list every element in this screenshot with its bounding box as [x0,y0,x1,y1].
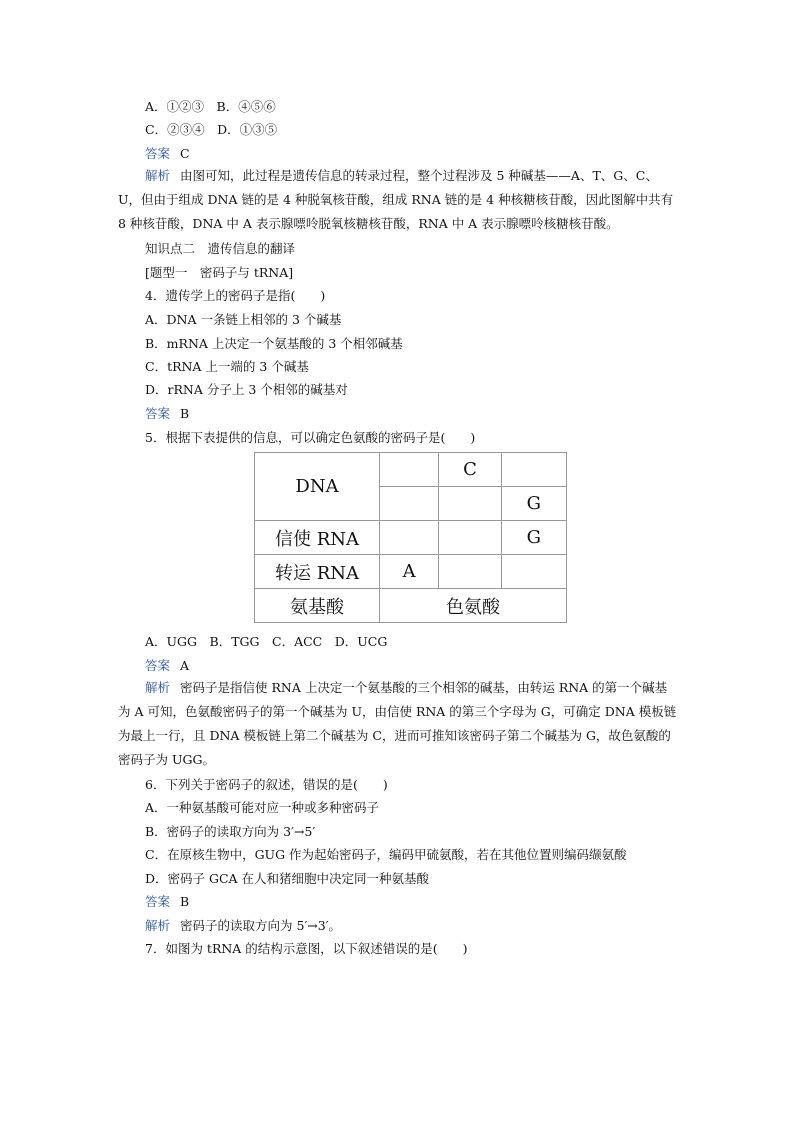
row-label-mrna: 信使 RNA [255,521,380,555]
q6-option-c: C．在原核生物中，GUG 作为起始密码子，编码甲硫氨酸，若在其他位置则编码缬氨酸 [145,847,627,862]
answer-value: A [180,658,190,673]
cell: C [439,453,502,487]
cell [501,555,566,589]
q6-stem: 6．下列关于密码子的叙述，错误的是( ) [145,777,388,792]
answer-label: 答案 [145,146,171,161]
q3-answer [145,146,190,162]
q6-option-d: D．密码子 GCA 在人和猪细胞中决定同一种氨基酸 [145,871,430,886]
q6-option-b: B．密码子的读取方向为 3′→5′ [145,824,316,839]
q3-options-cd: C．②③④ D．①③⑤ [145,122,278,137]
answer-value: C [180,146,190,161]
q6-option-a: A．一种氨基酸可能对应一种或多种密码子 [145,800,380,815]
question-type-heading: [题型一 密码子与 tRNA] [145,265,294,280]
explain-text: 密码子的读取方向为 5′→3′。 [180,918,342,933]
q5-options: A．UGG B．TGG C．ACC D．UCG [145,634,388,649]
knowledge-point-heading: 知识点二 遗传信息的翻译 [145,241,296,256]
q6-explanation [145,918,341,934]
q4-option-b: B．mRNA 上决定一个氨基酸的 3 个相邻碱基 [145,336,403,351]
explain-label: 解析 [145,168,171,183]
cell [439,521,502,555]
cell: A [380,555,439,589]
cell: G [501,487,566,521]
cell [380,453,439,487]
row-label-amino-acid: 氨基酸 [255,589,380,623]
q5-stem: 5．根据下表提供的信息，可以确定色氨酸的密码子是( ) [145,430,476,445]
q3-explanation [118,164,678,236]
q7-stem: 7．如图为 tRNA 的结构示意图，以下叙述错误的是( ) [145,941,468,956]
q4-option-d: D．rRNA 分子上 3 个相邻的碱基对 [145,382,348,397]
explain-label: 解析 [145,680,171,695]
q5-answer [145,658,189,674]
q4-stem: 4．遗传学上的密码子是指( ) [145,288,326,303]
cell: G [501,521,566,555]
cell [439,487,502,521]
answer-label: 答案 [145,894,171,909]
answer-label: 答案 [145,406,171,421]
row-label-trna: 转运 RNA [255,555,380,589]
amino-acid-value: 色氨酸 [380,589,567,623]
answer-value: B [180,894,190,909]
q6-answer [145,894,189,910]
cell [439,555,502,589]
cell [380,487,439,521]
q5-explanation [118,676,678,772]
answer-value: B [180,406,190,421]
q3-options-ab: A．①②③ B．④⑤⑥ [145,99,276,114]
codon-table [254,452,567,623]
q4-option-a: A．DNA 一条链上相邻的 3 个碱基 [145,312,342,327]
row-label-dna: DNA [255,453,380,521]
explain-label: 解析 [145,918,171,933]
answer-label: 答案 [145,658,171,673]
cell [501,453,566,487]
explain-text: 密码子是指信使 RNA 上决定一个氨基酸的三个相邻的碱基，由转运 RNA 的第一个碱基为 A 可知，色氨酸密码子的第一个碱基为 U，由信使 RNA 的第三个字母为 G，可确定 DNA 模板链为最上一行，且 DNA 模板链上第二个碱基为 C，进而可推知该密码子第二个碱基为 G，故色氨酸的密码子为 UGG。 [118,680,677,767]
explain-text: 由图可知，此过程是遗传信息的转录过程，整个过程涉及 5 种碱基——A、T、G、C、U，但由于组成 DNA 链的是 4 种脱氧核苷酸，组成 RNA 链的是 4 种核糖核苷酸，因此图解中共有 8 种核苷酸，DNA 中 A 表示腺嘌呤脱氧核糖核苷酸，RNA 中 A 表示腺嘌呤核糖核苷酸。 [118,168,674,231]
q4-answer [145,406,189,422]
q4-option-c: C．tRNA 上一端的 3 个碱基 [145,359,309,374]
cell [380,521,439,555]
